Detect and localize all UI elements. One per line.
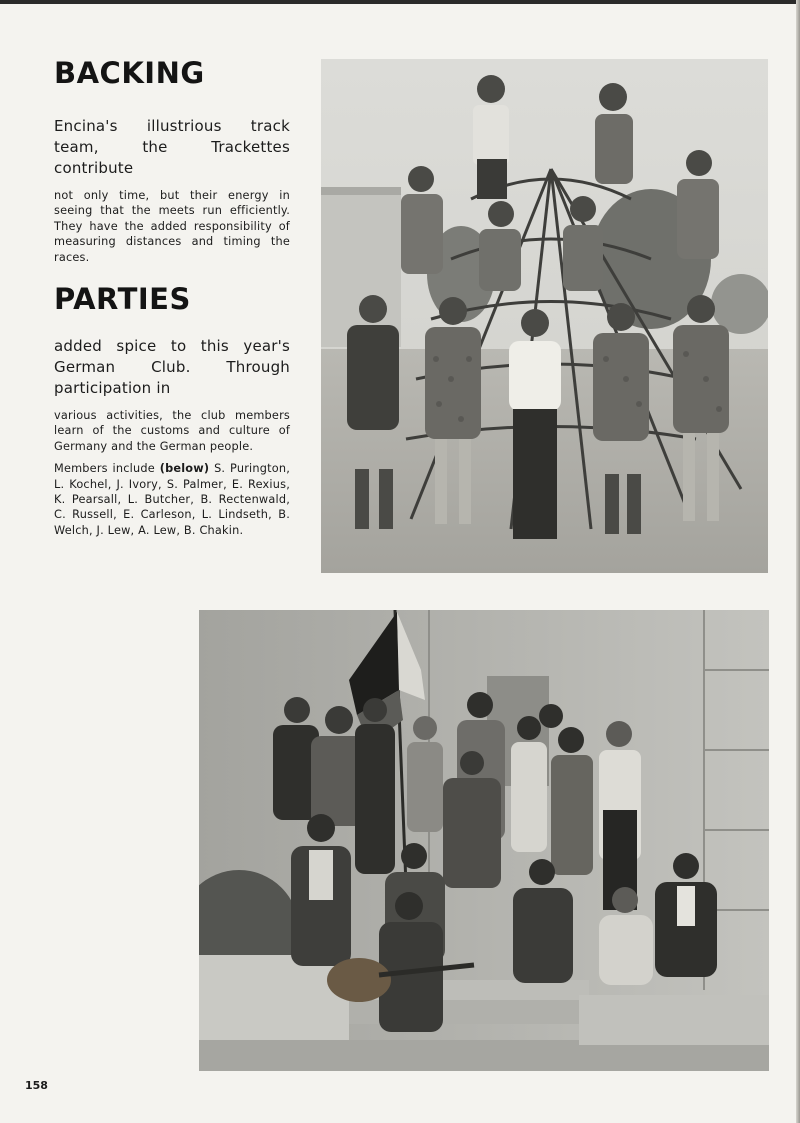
trackettes-photo-art <box>321 59 768 573</box>
german-club-photo <box>199 610 769 1071</box>
backing-lead: Encina's illustrious track team, the Trackettes contribute <box>54 117 290 177</box>
page-number: 158 <box>25 1079 48 1092</box>
members-lead: Members include <box>54 462 155 476</box>
page-binding-edge <box>796 0 800 1123</box>
trackettes-photo <box>321 59 768 573</box>
german-club-photo-art <box>199 610 769 1071</box>
backing-heading: BACKING <box>54 56 205 90</box>
parties-body: various activities, the club members learn of the customs and culture of Germany and the German people. <box>54 409 290 453</box>
members-list: S. Purington, L. Kochel, J. Ivory, S. Palmer, E. Rexius, K. Pearsall, L. Butcher, B. Rectenwald, C. Russell, E. Carleson, L. Lindseth, B. Welch, J. Lew, A. Lew, B. Chakin. <box>54 462 291 537</box>
parties-heading: PARTIES <box>54 282 191 317</box>
backing-body: not only time, but their energy in seeing that the meets run efficiently. They have the added responsibility of measuring distances and timing the races. <box>54 189 290 264</box>
parties-lead: added spice to this year's German Club. Through participation in <box>54 337 290 398</box>
page-top-rule <box>0 0 800 4</box>
article-column <box>54 56 290 538</box>
members-marker: (below) <box>159 462 210 476</box>
members-paragraph <box>54 461 290 538</box>
